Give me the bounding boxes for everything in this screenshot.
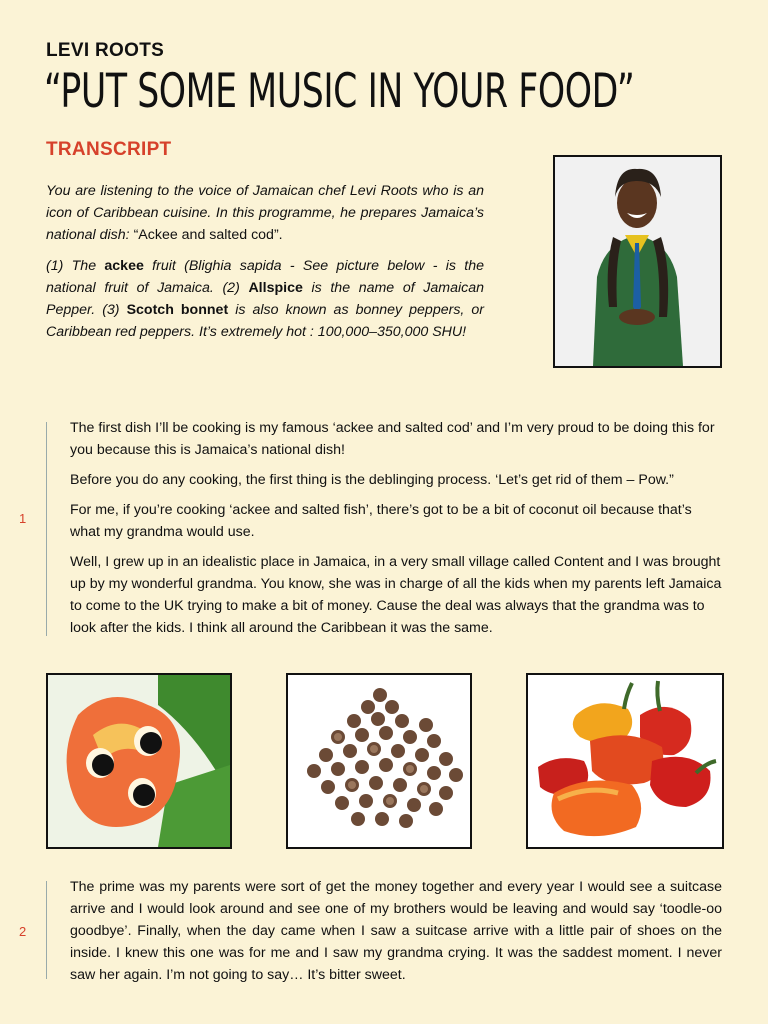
transcript-paragraph: Well, I grew up in an idealistic place in Jamaica, in a very small village called Content and I was brought up by my wonderful grandma. You know, she was in charge of all the kids when my parents left Jamaica to come to the UK trying to make a bit of money. Cause the deal was always that the grandma was to look after the kids. I think all around the Caribbean it was the same.: [70, 554, 722, 636]
transcript-paragraph: The first dish I’ll be cooking is my famous ‘ackee and salted cod’ and I’m very proud to be doing this for you because this is Jamaica’s national dish!: [70, 420, 715, 458]
scotch-bonnet-image: [526, 673, 724, 849]
allspice-image: [286, 673, 472, 849]
paragraph-rule: [46, 881, 47, 979]
term-ackee: ackee: [104, 258, 144, 274]
transcript-paragraph: The prime was my parents were sort of get the money together and every year I would see a suitcase arrive and I would look around and see one of my brothers would be leaving and would say ‘toodle-oo goodbye’. Finally, when the day came when I saw a suitcase arrive with a little pair of shoes on the inside. I knew this one was for me and I saw my grandma crying. It was the saddest moment. I never saw her again. I’m not going to say… It’s bitter sweet.: [70, 879, 722, 983]
paragraph-number: 1: [19, 511, 27, 526]
paragraph-rule: [46, 422, 47, 636]
transcript-section-1: [70, 417, 722, 647]
page-title: “PUT SOME MUSIC IN YOUR FOOD”: [44, 64, 635, 119]
transcript-paragraph: Before you do any cooking, the first thing is the deblinging process. ‘Let’s get rid of them – Pow.”: [70, 472, 674, 488]
transcript-section-2: [70, 876, 722, 994]
portrait-photo: [553, 155, 722, 368]
author-name: LEVI ROOTS: [46, 40, 165, 61]
paragraph-number: 2: [19, 924, 27, 939]
glossary-paragraph: (1) The ackee fruit (Blighia sapida - See picture below - is the national fruit of Jamaica. (2) Allspice is the name of Jamaican Pepper. (3) Scotch bonnet is also known as bonney peppers, or Caribbean red peppers. It’s extremely hot : 100,000–350,000 SHU!: [46, 258, 485, 340]
term-scotch-bonnet: Scotch bonnet: [126, 302, 229, 318]
intro-paragraph: You are listening to the voice of Jamaican chef Levi Roots who is an icon of Caribbean cuisine. In this programme, he prepares Jamaica’s national dish: “Ackee and salted cod”.: [46, 183, 484, 243]
term-allspice: Allspice: [248, 280, 303, 296]
ackee-fruit-image: [46, 673, 232, 849]
section-label: TRANSCRIPT: [46, 139, 172, 160]
transcript-paragraph: For me, if you’re cooking ‘ackee and salted fish’, there’s got to be a bit of coconut oil because that’s what my grandma would use.: [70, 502, 692, 540]
